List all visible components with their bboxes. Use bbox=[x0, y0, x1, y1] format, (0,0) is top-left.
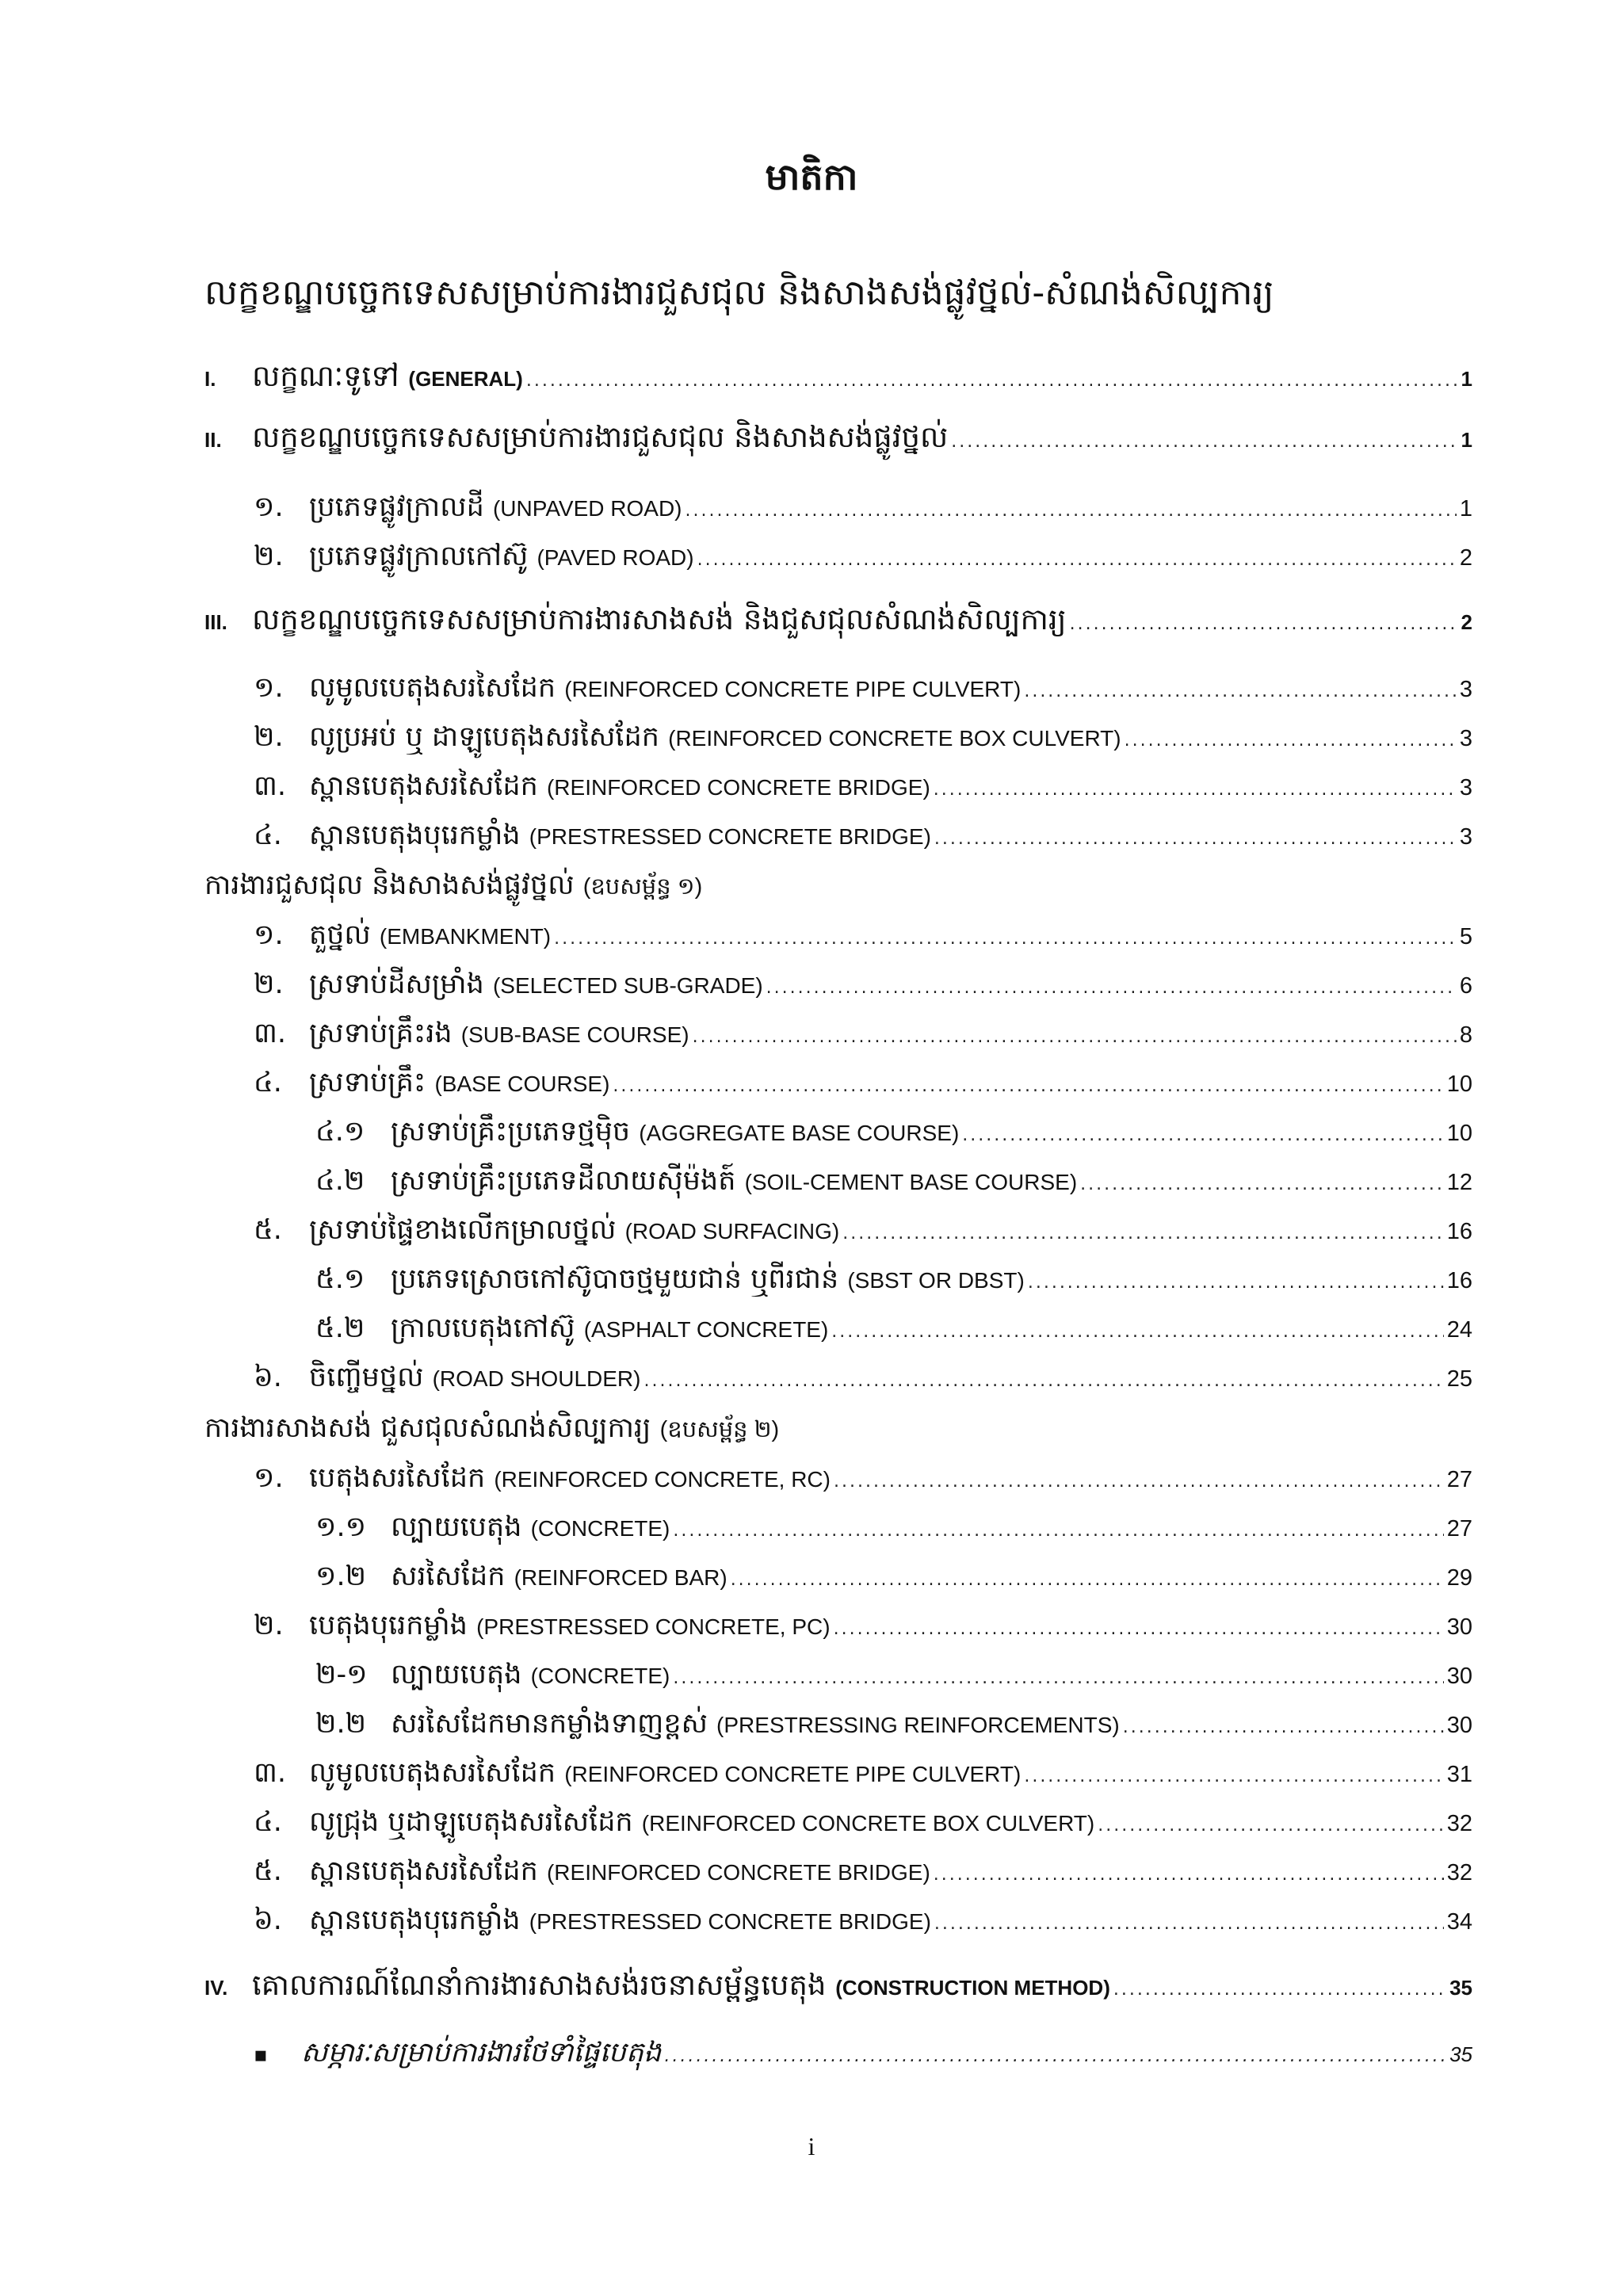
toc-page-number: 29 bbox=[1446, 1565, 1472, 1591]
toc-page-number: 27 bbox=[1446, 1467, 1472, 1492]
toc-label: លូជ្រុង ឬដាឡូបេតុងសរសៃដែក (REINFORCED CONCRETE BOX CULVERT) bbox=[309, 1806, 1095, 1838]
toc-item-base-course[interactable] bbox=[254, 1059, 1472, 1106]
dot-leader bbox=[1024, 668, 1457, 716]
toc-label: ចិញ្ចើមថ្នល់ (ROAD SHOULDER) bbox=[309, 1362, 641, 1393]
toc-item-sbst-dbst[interactable] bbox=[315, 1255, 1472, 1303]
toc-number: ៦. bbox=[254, 1362, 282, 1393]
toc-item-road-shoulder[interactable] bbox=[254, 1354, 1472, 1401]
toc-number: ២. bbox=[254, 1610, 284, 1641]
toc-page-number: 30 bbox=[1446, 1664, 1472, 1689]
toc-number: ៤. bbox=[254, 819, 282, 851]
toc-label: ស្ពានបេតុងបុរេកម្លាំង (PRESTRESSED CONCRETE BRIDGE) bbox=[309, 819, 931, 851]
toc-item-rc-bridge[interactable] bbox=[254, 762, 1472, 810]
toc-number: ៣. bbox=[254, 1018, 287, 1049]
dot-leader bbox=[951, 418, 1457, 466]
toc-page-number: 25 bbox=[1446, 1366, 1472, 1392]
toc-page-number: 31 bbox=[1446, 1762, 1472, 1787]
dot-leader bbox=[834, 1458, 1444, 1506]
toc-number: ៥.២ bbox=[315, 1312, 365, 1344]
toc-page-number: 16 bbox=[1446, 1268, 1472, 1293]
document-heading: លក្ខខណ្ឌបច្ចេកទេសសម្រាប់ការងារជួសជុល និងសាងសង់ផ្លូវថ្នល់-សំណង់សិល្បការ្យ bbox=[204, 273, 1274, 313]
toc-page-number: 30 bbox=[1446, 1614, 1472, 1640]
toc-item-bullet-curing[interactable] bbox=[204, 2029, 1472, 2076]
toc-page-number: 8 bbox=[1459, 1022, 1472, 1048]
toc-label: ស្ពានបេតុងបុរេកម្លាំង (PRESTRESSED CONCRETE BRIDGE) bbox=[309, 1904, 931, 1936]
toc-label: លូប្រអប់ ឬ ដាឡូបេតុងសរសៃដែក (REINFORCED CONCRETE BOX CULVERT) bbox=[309, 721, 1121, 753]
toc-item-embankment[interactable] bbox=[254, 911, 1472, 959]
dot-leader bbox=[1113, 1966, 1446, 2014]
toc-label: ប្រភេទផ្លូវក្រាលដី (UNPAVED ROAD) bbox=[309, 491, 682, 523]
toc-label: បេតុងបុរេកម្លាំង (PRESTRESSED CONCRETE, PC) bbox=[309, 1610, 831, 1641]
toc-number: ២. bbox=[254, 968, 284, 1000]
dot-leader bbox=[1024, 1753, 1443, 1801]
toc-label: ស្ពានបេតុងសរសៃដែក (REINFORCED CONCRETE BRIDGE) bbox=[309, 1855, 930, 1887]
toc-page-number: 6 bbox=[1459, 973, 1472, 999]
bullet-icon: ▪ bbox=[254, 2043, 268, 2067]
toc-item-paved-road[interactable] bbox=[254, 533, 1472, 580]
toc-item-box-culvert[interactable] bbox=[254, 713, 1472, 761]
dot-leader bbox=[554, 915, 1457, 963]
dot-leader bbox=[1098, 1802, 1443, 1850]
toc-number: ១. bbox=[254, 919, 284, 951]
dot-leader bbox=[1070, 601, 1458, 648]
toc-number: ៥.១ bbox=[315, 1263, 365, 1295]
toc-number: ៥. bbox=[254, 1855, 282, 1887]
toc-number: ៣. bbox=[254, 1757, 287, 1789]
toc-label: ប្រភេទស្រោចកៅស៊ូបាចថ្មមួយជាន់ ឬពីរជាន់ (SBST OR DBST) bbox=[391, 1263, 1025, 1295]
toc-item-road-surfacing[interactable] bbox=[254, 1206, 1472, 1254]
toc-number: ៤. bbox=[254, 1806, 282, 1838]
toc-number: ៤. bbox=[254, 1067, 282, 1098]
dot-leader bbox=[934, 816, 1457, 863]
dot-leader bbox=[673, 1507, 1443, 1555]
toc-page-number: 34 bbox=[1446, 1909, 1472, 1935]
footer-page-number: i bbox=[808, 2132, 815, 2160]
toc-page-number: 1 bbox=[1461, 367, 1472, 391]
dot-leader bbox=[697, 537, 1457, 584]
dot-leader bbox=[613, 1063, 1443, 1110]
toc-item-aggregate-base[interactable] bbox=[315, 1108, 1472, 1156]
dot-leader bbox=[693, 1014, 1457, 1061]
toc-item-pc-concrete[interactable] bbox=[315, 1651, 1472, 1698]
toc-label: គោលការណ៍ណែនាំការងារសាងសង់រចនាសម្ព័ន្ធបេតុង (CONSTRUCTION METHOD) bbox=[252, 1968, 1110, 2002]
dot-leader bbox=[1080, 1161, 1444, 1209]
toc-number: ៤.២ bbox=[315, 1165, 365, 1197]
dot-leader bbox=[834, 1606, 1444, 1653]
toc-label: សម្ភារៈសម្រាប់ការងារថែទាំផ្ទៃបេតុង bbox=[301, 2037, 662, 2069]
toc-page-number: 10 bbox=[1446, 1072, 1472, 1097]
toc-number: I. bbox=[204, 367, 216, 391]
dot-leader bbox=[962, 1112, 1443, 1159]
toc-item-pipe-culvert-2[interactable] bbox=[254, 1749, 1472, 1797]
toc-number: ១. bbox=[254, 491, 284, 523]
toc-label: ល្បាយបេតុង (CONCRETE) bbox=[391, 1511, 670, 1543]
dot-leader bbox=[643, 1358, 1443, 1405]
toc-page-number: 5 bbox=[1459, 924, 1472, 949]
toc-number: ៤.១ bbox=[315, 1116, 365, 1148]
page-title: មាតិកា bbox=[765, 155, 858, 198]
toc-label: សរសៃដែក (REINFORCED BAR) bbox=[391, 1561, 727, 1592]
toc-page-number: 2 bbox=[1459, 545, 1472, 571]
toc-section-1[interactable] bbox=[204, 353, 1472, 400]
toc-label: ស្ពានបេតុងសរសៃដែក (REINFORCED CONCRETE BRIDGE) bbox=[309, 770, 930, 802]
toc-item-rc-concrete[interactable] bbox=[315, 1503, 1472, 1551]
toc-label: ក្រាលបេតុងកៅស៊ូ (ASPHALT CONCRETE) bbox=[391, 1312, 829, 1344]
toc-label: សរសៃដែកមានកម្លាំងទាញខ្ពស់ (PRESTRESSING REINFORCEMENTS) bbox=[391, 1708, 1120, 1740]
toc-page-number: 35 bbox=[1449, 2042, 1472, 2066]
toc-item-pc-bridge-2[interactable] bbox=[254, 1897, 1472, 1944]
toc-page-number: 27 bbox=[1446, 1516, 1472, 1541]
toc-page-number: 1 bbox=[1459, 496, 1472, 521]
toc-section-3[interactable] bbox=[204, 596, 1472, 644]
toc-page-number: 24 bbox=[1446, 1317, 1472, 1343]
toc-label: លក្ខខណ្ឌបច្ចេកទេសសម្រាប់ការងារជួសជុល និងសាងសង់ផ្លូវថ្នល់ bbox=[252, 420, 949, 454]
toc-page-number: 32 bbox=[1446, 1860, 1472, 1885]
toc-label: លូមូលបេតុងសរសៃដែក (REINFORCED CONCRETE PIPE CULVERT) bbox=[309, 672, 1022, 704]
annex-1-heading: ការងារជួសជុល និងសាងសង់ផ្លូវថ្នល់ (ឧបសម្ព័ន្ធ ១) bbox=[204, 869, 703, 901]
toc-label: បេតុងសរសៃដែក (REINFORCED CONCRETE, RC) bbox=[309, 1462, 831, 1494]
toc-number: IV. bbox=[204, 1976, 228, 2000]
toc-number: ៣. bbox=[254, 770, 287, 802]
toc-number: ៦. bbox=[254, 1904, 282, 1936]
toc-item-subbase-course[interactable] bbox=[254, 1010, 1472, 1057]
toc-number: II. bbox=[204, 428, 222, 452]
dot-leader bbox=[526, 357, 1458, 405]
toc-item-pipe-culvert[interactable] bbox=[254, 664, 1472, 712]
dot-leader bbox=[1123, 1704, 1444, 1752]
toc-label: លូមូលបេតុងសរសៃដែក (REINFORCED CONCRETE PIPE CULVERT) bbox=[309, 1757, 1022, 1789]
toc-item-selected-subgrade[interactable] bbox=[254, 961, 1472, 1008]
dot-leader bbox=[934, 766, 1457, 814]
toc-item-box-culvert-2[interactable] bbox=[254, 1798, 1472, 1846]
toc-page-number: 12 bbox=[1446, 1170, 1472, 1195]
dot-leader bbox=[685, 487, 1457, 535]
toc-item-prestressing-reinforcements[interactable] bbox=[315, 1700, 1472, 1748]
toc-label: ប្រភេទផ្លូវក្រាលកៅស៊ូ (PAVED ROAD) bbox=[309, 541, 694, 572]
dot-leader bbox=[831, 1308, 1443, 1356]
toc-page-number: 3 bbox=[1459, 824, 1472, 850]
dot-leader bbox=[934, 1901, 1444, 1948]
toc-number: ១. bbox=[254, 1462, 284, 1494]
toc-page-number: 3 bbox=[1459, 677, 1472, 702]
dot-leader bbox=[673, 1655, 1443, 1702]
toc-section-2[interactable] bbox=[204, 414, 1472, 461]
toc-page-number: 16 bbox=[1446, 1219, 1472, 1244]
toc-item-soil-cement-base[interactable] bbox=[315, 1157, 1472, 1205]
toc-number: ១. bbox=[254, 672, 284, 704]
toc-item-pc[interactable] bbox=[254, 1602, 1472, 1649]
dot-leader bbox=[766, 965, 1457, 1012]
toc-label: ស្រទាប់គ្រឹះ (BASE COURSE) bbox=[309, 1067, 610, 1098]
dot-leader bbox=[934, 1851, 1444, 1899]
toc-label: ស្រទាប់គ្រឹះប្រភេទដីលាយស៊ីម៉ងត៍ (SOIL-CEMENT BASE COURSE) bbox=[391, 1165, 1078, 1197]
toc-page-number: 2 bbox=[1461, 610, 1472, 634]
toc-section-4[interactable] bbox=[204, 1962, 1472, 2009]
toc-label: លក្ខណៈទូទៅ (GENERAL) bbox=[252, 359, 523, 393]
toc-number: ២. bbox=[254, 541, 284, 572]
toc-page-number: 35 bbox=[1449, 1976, 1472, 2000]
toc-number: III. bbox=[204, 610, 227, 634]
toc-label: លក្ខខណ្ឌបច្ចេកទេសសម្រាប់ការងារសាងសង់ និងជួសជុលសំណង់សិល្បការ្យ bbox=[252, 602, 1067, 636]
toc-page-number: 30 bbox=[1446, 1713, 1472, 1738]
toc-item-pc-bridge[interactable] bbox=[254, 812, 1472, 859]
toc-label: ស្រទាប់គ្រឹះប្រភេទថ្មម៉ិច (AGGREGATE BASE COURSE) bbox=[391, 1116, 960, 1148]
toc-label: ស្រទាប់ផ្ទៃខាងលើកម្រាលថ្នល់ (ROAD SURFACING) bbox=[309, 1214, 840, 1246]
toc-item-reinforced-bar[interactable] bbox=[315, 1553, 1472, 1600]
dot-leader bbox=[731, 1557, 1444, 1604]
toc-page-number: 1 bbox=[1461, 428, 1472, 452]
toc-page-number: 3 bbox=[1459, 775, 1472, 800]
toc-label: ស្រទាប់គ្រឹះរង (SUB-BASE COURSE) bbox=[309, 1018, 689, 1049]
toc-label: ល្បាយបេតុង (CONCRETE) bbox=[391, 1659, 670, 1690]
toc-label: ស្រទាប់ដីសម្រាំង (SELECTED SUB-GRADE) bbox=[309, 968, 763, 1000]
toc-number: ២. bbox=[254, 721, 284, 753]
toc-item-rc[interactable] bbox=[254, 1454, 1472, 1502]
dot-leader bbox=[842, 1210, 1443, 1258]
toc-number: ១.២ bbox=[315, 1561, 367, 1592]
toc-page-number: 10 bbox=[1446, 1121, 1472, 1146]
annex-2-heading: ការងារសាងសង់ ជួសជុលសំណង់សិល្បការ្យ (ឧបសម្ព័ន្ធ ២) bbox=[204, 1412, 780, 1444]
toc-number: ២-១ bbox=[315, 1659, 368, 1690]
toc-item-unpaved-road[interactable] bbox=[254, 483, 1472, 531]
dot-leader bbox=[664, 2033, 1446, 2080]
toc-item-rc-bridge-2[interactable] bbox=[254, 1847, 1472, 1895]
toc-number: ១.១ bbox=[315, 1511, 367, 1543]
toc-page-number: 32 bbox=[1446, 1811, 1472, 1836]
toc-item-asphalt-concrete[interactable] bbox=[315, 1305, 1472, 1352]
toc-page-number: 3 bbox=[1459, 726, 1472, 751]
toc-number: ២.២ bbox=[315, 1708, 367, 1740]
dot-leader bbox=[1028, 1259, 1444, 1307]
toc-label: តួថ្នល់ (EMBANKMENT) bbox=[309, 919, 552, 951]
dot-leader bbox=[1125, 717, 1457, 765]
toc-number: ៥. bbox=[254, 1214, 282, 1246]
